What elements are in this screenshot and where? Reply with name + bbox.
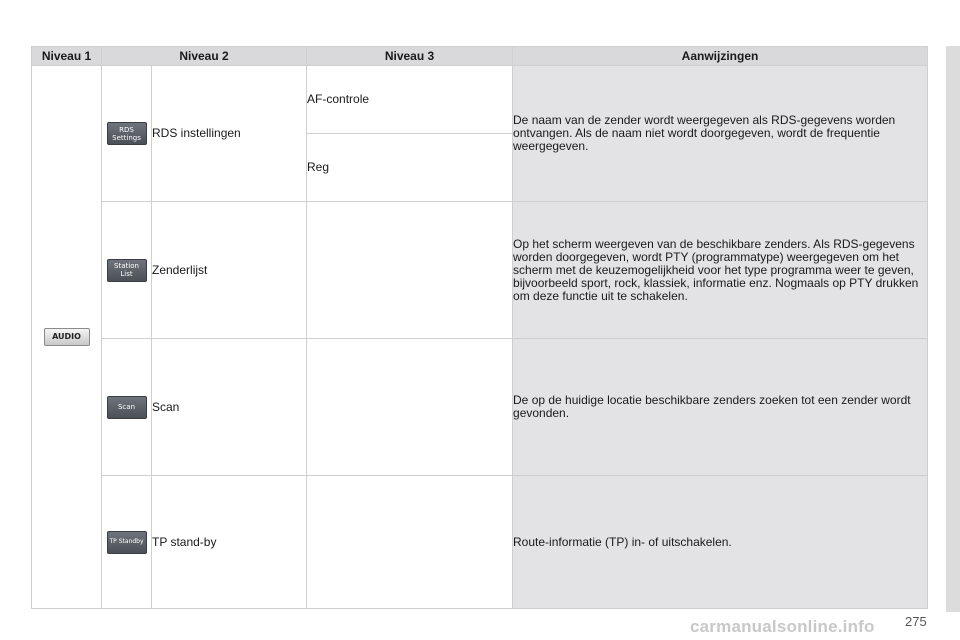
station-list-button-icon: Station List	[107, 259, 147, 282]
side-strip	[946, 46, 960, 612]
page-number: 275	[905, 614, 927, 629]
tp-standby-button-icon: TP Standby	[107, 531, 147, 554]
table-row	[32, 202, 928, 339]
level2-scan: Scan	[152, 339, 307, 476]
note-tp-standby: Route-informatie (TP) in- of uitschakelen.	[513, 476, 928, 609]
note-rds-settings: De naam van de zender wordt weergegeven als RDS-gegevens worden ontvangen. Als de naam niet wordt doorgegeven, wordt de frequentie weergegeven.	[513, 66, 928, 202]
header-niveau-3: Niveau 3	[307, 47, 513, 66]
scan-button-icon: Scan	[107, 396, 147, 419]
level2-tp-standby: TP stand-by	[152, 476, 307, 609]
tp-standby-icon-cell	[102, 476, 152, 609]
level3-empty	[307, 476, 513, 609]
header-aanwijzingen: Aanwijzingen	[513, 47, 928, 66]
table-row	[32, 66, 928, 134]
note-station-list: Op het scherm weergeven van de beschikbare zenders. Als RDS-gegevens worden doorgegeven, wordt PTY (programmatype) weergegeven om het scherm met de keuzemogelijkheid voor het type programma weer te geven, bijvoorbeeld sport, rock, klassiek, informatie enz. Nogmaals op PTY drukken om deze functie uit te schakelen.	[513, 202, 928, 339]
rds-settings-icon-cell	[102, 66, 152, 202]
level3-empty	[307, 339, 513, 476]
table-row	[32, 339, 928, 476]
scan-icon-cell	[102, 339, 152, 476]
rds-settings-button-icon: RDS Settings	[107, 122, 147, 145]
level3-empty	[307, 202, 513, 339]
audio-button-icon: AUDIO	[44, 328, 90, 346]
level1-cell	[32, 66, 102, 609]
station-list-icon-cell	[102, 202, 152, 339]
level3-af-control: AF-controle	[307, 66, 513, 134]
header-niveau-1: Niveau 1	[32, 47, 102, 66]
table-row	[32, 476, 928, 609]
level2-rds-settings: RDS instellingen	[152, 66, 307, 202]
header-niveau-2: Niveau 2	[102, 47, 307, 66]
table-header-row	[32, 47, 928, 66]
watermark: carmanualsonline.info	[690, 617, 875, 636]
level2-station-list: Zenderlijst	[152, 202, 307, 339]
audio-menu-table	[31, 46, 928, 609]
note-scan: De op de huidige locatie beschikbare zenders zoeken tot een zender wordt gevonden.	[513, 339, 928, 476]
level3-reg: Reg	[307, 134, 513, 202]
